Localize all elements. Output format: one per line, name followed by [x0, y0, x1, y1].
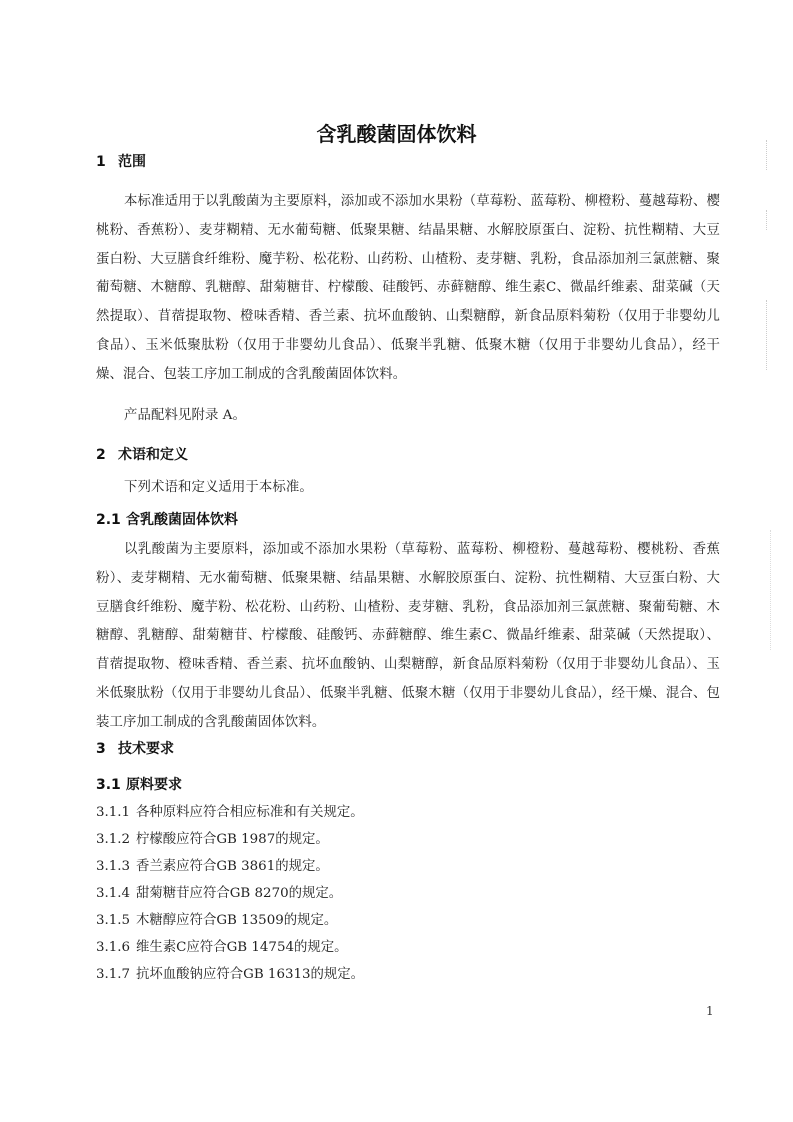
requirement-item: [96, 936, 348, 955]
section-3-heading: [96, 738, 174, 758]
section-title: 技术要求: [118, 741, 174, 757]
definition-paragraph: 以乳酸菌为主要原料，添加或不添加水果粉（草莓粉、蓝莓粉、柳橙粉、蔓越莓粉、樱桃粉、香蕉粉）、麦芽糊精、无水葡萄糖、低聚果糖、结晶果糖、水解胶原蛋白、淀粉、抗性糊精、大豆蛋白粉、大豆膳食纤维粉、魔芋粉、松花粉、山药粉、山楂粉、麦芽糖、乳粉，食品添加剂三氯蔗糖、聚葡萄糖、木糖醇、乳糖醇、甜菊糖苷、柠檬酸、硅酸钙、赤藓糖醇、维生素C、微晶纤维素、甜菜碱（天然提取）、苜蓿提取物、橙味香精、香兰素、抗坏血酸钠、山梨糖醇，新食品原料菊粉（仅用于非婴幼儿食品）、玉米低聚肽粉（仅用于非婴幼儿食品）、低聚半乳糖、低聚木糖（仅用于非婴幼儿食品），经干燥、混合、包装工序加工制成的含乳酸菌固体饮料。: [96, 542, 720, 730]
scan-artifact: [770, 530, 781, 650]
subsection-title: 含乳酸菌固体饮料: [126, 512, 238, 528]
requirement-item: [96, 801, 364, 820]
requirement-item: [96, 909, 337, 928]
item-text: 香兰素应符合GB 3861的规定。: [136, 859, 329, 874]
scan-artifact: [766, 300, 775, 370]
item-text: 甜菊糖苷应符合GB 8270的规定。: [136, 886, 343, 901]
section-2-heading: [96, 444, 188, 464]
item-text: 抗坏血酸钠应符合GB 16313的规定。: [136, 967, 365, 982]
section-number: 1: [96, 154, 106, 170]
subsection-2-1-heading: [96, 509, 238, 529]
item-number: 3.1.5: [96, 913, 131, 928]
section-2-intro: 下列术语和定义适用于本标准。: [124, 480, 313, 495]
item-number: 3.1.4: [96, 886, 131, 901]
section-1-paragraph: 本标准适用于以乳酸菌为主要原料，添加或不添加水果粉（草莓粉、蓝莓粉、柳橙粉、蔓越莓粉、樱桃粉、香蕉粉）、麦芽糊精、无水葡萄糖、低聚果糖、结晶果糖、水解胶原蛋白、淀粉、抗性糊精、大豆蛋白粉、大豆膳食纤维粉、魔芋粉、松花粉、山药粉、山楂粉、麦芽糖、乳粉，食品添加剂三氯蔗糖、聚葡萄糖、木糖醇、乳糖醇、甜菊糖苷、柠檬酸、硅酸钙、赤藓糖醇、维生素C、微晶纤维素、甜菜碱（天然提取）、苜蓿提取物、橙味香精、香兰素、抗坏血酸钠、山梨糖醇，新食品原料菊粉（仅用于非婴幼儿食品）、玉米低聚肽粉（仅用于非婴幼儿食品）、低聚半乳糖、低聚木糖（仅用于非婴幼儿食品），经干燥、混合、包装工序加工制成的含乳酸菌固体饮料。: [96, 194, 720, 382]
item-number: 3.1.1: [96, 805, 131, 820]
page-number: 1: [706, 1004, 714, 1018]
requirement-item: [96, 828, 329, 847]
item-text: 柠檬酸应符合GB 1987的规定。: [136, 832, 329, 847]
item-text: 维生素C应符合GB 14754的规定。: [136, 940, 348, 955]
document-title: 含乳酸菌固体饮料: [316, 122, 477, 146]
section-number: 2: [96, 447, 106, 463]
item-number: 3.1.7: [96, 967, 131, 982]
subsection-number: 3.1: [96, 777, 121, 793]
item-text: 各种原料应符合相应标准和有关规定。: [136, 805, 364, 820]
requirement-item: [96, 855, 329, 874]
subsection-number: 2.1: [96, 512, 121, 528]
item-number: 3.1.6: [96, 940, 131, 955]
subsection-3-1-heading: [96, 774, 182, 794]
section-1-note: 产品配料见附录 A。: [124, 408, 247, 423]
section-title: 术语和定义: [118, 447, 188, 463]
requirement-item: [96, 882, 342, 901]
scan-artifact: [766, 210, 775, 230]
section-1-heading: [96, 151, 146, 171]
item-number: 3.1.3: [96, 859, 131, 874]
item-number: 3.1.2: [96, 832, 131, 847]
section-number: 3: [96, 741, 106, 757]
subsection-title: 原料要求: [126, 777, 182, 793]
section-title: 范围: [118, 154, 146, 170]
scan-artifact: [766, 140, 775, 170]
requirement-item: [96, 963, 364, 982]
item-text: 木糖醇应符合GB 13509的规定。: [136, 913, 338, 928]
